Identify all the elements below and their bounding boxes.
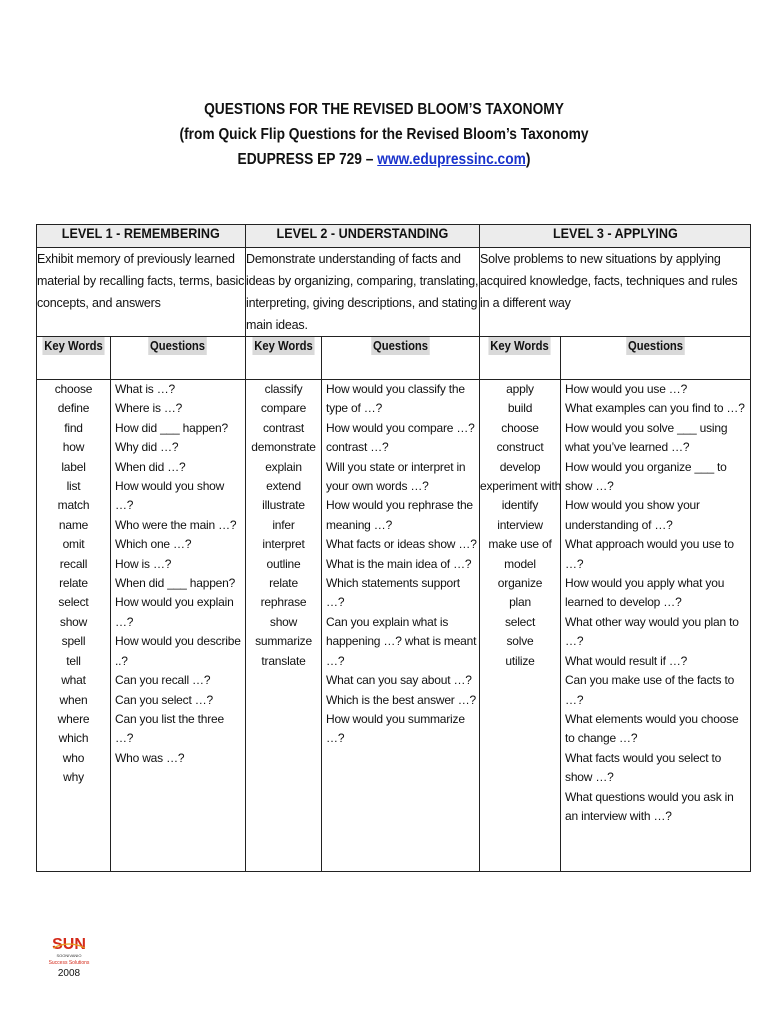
keyword: what: [61, 673, 86, 688]
question: What is …?: [115, 382, 176, 396]
keyword: interpret: [262, 537, 305, 552]
header-title: QUESTIONS FOR THE REVISED BLOOM’S TAXONOMY: [204, 101, 564, 118]
question: How would you describe ..?: [115, 634, 241, 668]
keyword: make use of: [488, 537, 552, 552]
keyword: translate: [261, 653, 306, 668]
publisher-logo: [44, 934, 94, 979]
keyword: match: [57, 498, 90, 513]
publisher-link[interactable]: www.edupressinc.com: [377, 151, 526, 168]
keyword: utilize: [505, 653, 535, 668]
level-3-questions: [561, 380, 751, 872]
document-header: [54, 97, 714, 172]
level-3-questions-header: Questions: [628, 339, 684, 353]
level-1-questions-header: Questions: [150, 339, 206, 353]
question: Will you state or interpret in your own words …?: [326, 459, 466, 494]
question: Can you select …?: [115, 692, 213, 707]
keyword: identify: [501, 498, 539, 513]
question: Which is the best answer …?: [326, 692, 477, 707]
keyword: choose: [501, 420, 539, 435]
level-2-title: LEVEL 2 - UNDERSTANDING: [246, 225, 480, 248]
keyword: rephrase: [260, 595, 307, 610]
keyword: develop: [499, 459, 541, 474]
keyword: build: [507, 401, 533, 416]
level-3-description: Solve problems to new situations by applying acquired knowledge, facts, techniques and rules in a different way: [480, 248, 751, 337]
header-publisher: EDUPRESS EP 729 – www.edupressinc.com): [237, 151, 531, 168]
level-title-row: [37, 225, 751, 248]
keyword: solve: [506, 634, 534, 649]
keyword: list: [66, 479, 81, 494]
level-1-keywords: [37, 380, 111, 872]
level-3-keywords: [480, 380, 561, 872]
keyword: relate: [269, 576, 298, 591]
keyword: where: [57, 711, 90, 726]
level-1-keywords-header: Key Words: [44, 339, 103, 353]
keyword: explain: [265, 459, 302, 474]
question: Who were the main …?: [115, 517, 237, 532]
question: How would you show your understanding of …?: [565, 498, 700, 532]
level-2-description: Demonstrate understanding of facts and ideas by organizing, comparing, translating, interpreting, giving descriptions, and stating main ideas.: [246, 248, 480, 337]
keyword: select: [58, 595, 89, 610]
logo-small-line-1: SOONIVANIO: [56, 953, 82, 958]
keyword: recall: [59, 556, 88, 571]
logo-text: SUN: [52, 936, 86, 953]
question: How would you use …?: [565, 382, 688, 396]
keyword: relate: [59, 576, 88, 591]
content-row: [37, 380, 751, 872]
keyword: tell: [66, 653, 81, 668]
question: What questions would you ask in an interview with …?: [565, 789, 734, 823]
level-3-title: LEVEL 3 - APPLYING: [480, 225, 751, 248]
keyword: compare: [260, 401, 307, 416]
keyword: define: [57, 401, 90, 416]
level-3-keywords-header: Key Words: [490, 339, 550, 353]
keyword: extend: [266, 479, 301, 494]
question: When did …?: [115, 459, 186, 474]
keyword: choose: [54, 382, 93, 396]
keyword: when: [59, 692, 88, 707]
keyword: organize: [497, 576, 543, 591]
question: How would you rephrase the meaning …?: [326, 498, 473, 532]
question: What examples can you find to …?: [565, 401, 745, 416]
question: Who was …?: [115, 750, 185, 765]
question: What facts would you select to show …?: [565, 750, 722, 785]
question: How is …?: [115, 556, 172, 571]
keyword: apply: [506, 382, 534, 396]
level-2-keywords: [246, 380, 322, 872]
level-2-keywords-header: Key Words: [254, 339, 313, 353]
level-description-row: [37, 248, 751, 337]
header-source: (from Quick Flip Questions for the Revised Bloom’s Taxonomy: [179, 126, 589, 143]
level-1-description: Exhibit memory of previously learned material by recalling facts, terms, basic concepts, and answers: [37, 248, 246, 337]
keyword: show: [59, 614, 88, 629]
question: Which one …?: [115, 537, 192, 552]
question: How would you explain …?: [115, 595, 234, 629]
keyword: plan: [509, 595, 531, 610]
question: Can you list the three …?: [115, 711, 224, 746]
keyword: name: [58, 517, 89, 532]
keyword: interview: [497, 517, 543, 532]
question: How would you show …?: [115, 479, 225, 513]
keyword: select: [504, 614, 536, 629]
question: What approach would you use to …?: [565, 537, 734, 571]
logo-year: 2008: [57, 968, 81, 979]
keyword: construct: [496, 440, 544, 455]
question: How would you classify the type of …?: [326, 382, 465, 416]
question: Can you explain what is happening …? what is meant …?: [326, 614, 477, 668]
question: Which statements support …?: [326, 576, 460, 610]
question: What would result if …?: [565, 653, 688, 668]
question: Can you recall …?: [115, 673, 211, 688]
question: Where is …?: [115, 401, 183, 416]
logo-small-line-2: Success Solutions: [48, 960, 90, 966]
question: How would you compare …? contrast …?: [326, 420, 475, 455]
keyword: classify: [264, 382, 303, 396]
level-2-questions-header: Questions: [373, 339, 429, 353]
keyword: experiment with: [480, 479, 562, 494]
keyword: which: [58, 731, 89, 746]
keyword: summarize: [255, 634, 312, 649]
question: What other way would you plan to …?: [565, 614, 739, 649]
keyword: find: [64, 420, 83, 435]
question: What elements would you choose to change …?: [565, 711, 739, 746]
question: How would you apply what you learned to develop …?: [565, 576, 725, 610]
keyword: show: [269, 614, 298, 629]
keyword: outline: [266, 556, 301, 571]
keyword: why: [63, 770, 84, 785]
level-2-questions: [322, 380, 480, 872]
sun-logo-icon: [45, 934, 93, 968]
question: How would you solve ___ using what you’ve learned …?: [565, 420, 728, 455]
question: Why did …?: [115, 440, 179, 455]
question: How would you organize ___ to show …?: [565, 459, 727, 494]
question: How would you summarize …?: [326, 711, 465, 746]
question: What facts or ideas show …?: [326, 537, 477, 552]
question: How did ___ happen?: [115, 420, 228, 435]
question: What is the main idea of …?: [326, 556, 472, 571]
keyword: label: [61, 459, 86, 474]
keyword: contrast: [262, 420, 305, 435]
keyword: who: [62, 750, 85, 765]
question: When did ___ happen?: [115, 576, 236, 591]
keyword: demonstrate: [251, 440, 316, 455]
keyword: infer: [272, 517, 295, 532]
keyword: how: [62, 440, 85, 455]
level-1-questions: [111, 380, 246, 872]
keyword: spell: [61, 634, 86, 649]
level-1-title: LEVEL 1 - REMEMBERING: [37, 225, 246, 248]
column-header-row: [37, 337, 751, 380]
keyword: omit: [62, 537, 85, 552]
question: Can you make use of the facts to …?: [565, 673, 735, 707]
keyword: model: [504, 556, 536, 571]
question: What can you say about …?: [326, 673, 472, 688]
taxonomy-table: [36, 224, 751, 872]
keyword: illustrate: [262, 498, 305, 513]
